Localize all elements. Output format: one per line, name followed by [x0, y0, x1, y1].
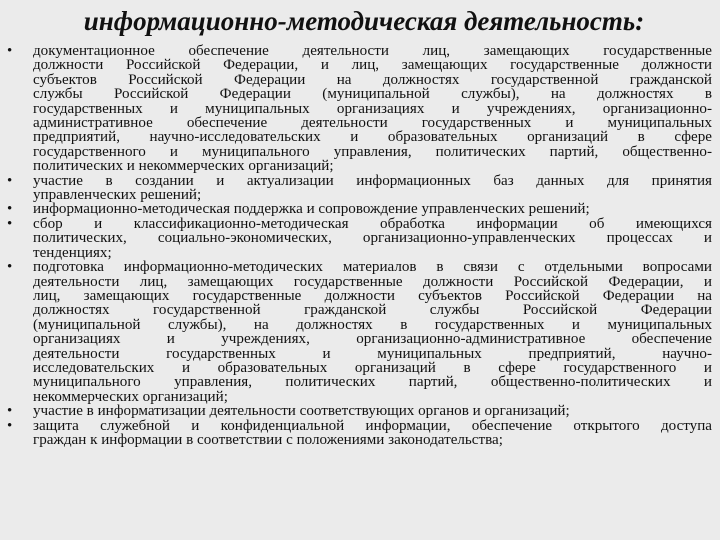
list-item	[0, 44, 720, 174]
text-line: подготовка информационно-методических материалов в связи с отдельными вопросами	[33, 259, 712, 276]
text-line: сбор и классификационно-методическая обработка информации об имеющихся	[33, 215, 712, 232]
text-line: исследовательских и образовательных организаций в сфере государственного и	[33, 359, 712, 376]
text-line: предприятий, научно-исследовательских и образовательных организаций в сфере	[33, 129, 712, 146]
list-item	[0, 419, 720, 448]
text-line: должности Российской Федерации, и лиц, замещающих государственные должности	[33, 57, 712, 74]
text-line: граждан к информации в соответствии с положениями законодательства;	[33, 431, 503, 448]
bullet-icon: •	[7, 172, 13, 189]
bullet-icon: •	[7, 259, 13, 276]
text-line: политических, социально-экономических, организационно-управленческих процессах и	[33, 230, 712, 247]
text-line: (муниципальной службы), на должностях в государственных и муниципальных	[33, 316, 712, 333]
list-item	[0, 217, 720, 260]
text-line: участие в информатизации деятельности соответствующих органов и организаций;	[33, 403, 570, 420]
text-line: государственного и муниципального управления, политических партий, общественно-	[33, 143, 712, 160]
list-item	[0, 404, 720, 418]
text-line: информационно-методическая поддержка и сопровождение управленческих решений;	[33, 201, 590, 218]
bullet-icon: •	[7, 417, 13, 434]
list-item	[0, 260, 720, 404]
bullet-icon: •	[7, 43, 13, 59]
text-line: субъектов Российской Федерации на должностях государственной гражданской	[33, 71, 712, 88]
text-line: документационное обеспечение деятельности лиц, замещающих государственные	[33, 43, 712, 59]
text-line: службы Российской Федерации (муниципальной службы), на должностях в	[33, 86, 712, 103]
text-line: управленческих решений;	[33, 187, 202, 204]
bullet-list	[0, 44, 720, 447]
text-line: деятельности лиц, замещающих государственные должности Российской Федерации, и	[33, 273, 712, 290]
list-item	[0, 174, 720, 203]
slide-title: информационно-методическая деятельность:	[83, 6, 645, 36]
list-item	[0, 202, 720, 216]
bullet-icon: •	[7, 201, 13, 218]
text-line: политических и некоммерческих организаций;	[33, 158, 334, 175]
text-line: должностях государственной гражданской службы Российской Федерации	[33, 302, 712, 319]
text-line: лиц, замещающих государственные должности субъектов Российской Федерации на	[33, 287, 712, 304]
text-line: некоммерческих организаций;	[33, 388, 228, 405]
text-line: участие в создании и актуализации информационных баз данных для принятия	[33, 172, 712, 189]
text-line: деятельности государственных и муниципальных предприятий, научно-	[33, 345, 712, 362]
text-line: муниципального управления, политических партий, общественно-политических и	[33, 374, 712, 391]
bullet-icon: •	[7, 215, 13, 232]
bullet-icon: •	[7, 403, 13, 420]
text-line: государственных и муниципальных организациях и учреждениях, организационно-	[33, 100, 712, 117]
text-line: административное обеспечение деятельности государственных и муниципальных	[33, 115, 712, 132]
text-line: организациях и учреждениях, организационно-административное обеспечение	[33, 331, 712, 348]
text-line: тенденциях;	[33, 244, 112, 261]
text-line: защита служебной и конфиденциальной информации, обеспечение открытого доступа	[33, 417, 712, 434]
